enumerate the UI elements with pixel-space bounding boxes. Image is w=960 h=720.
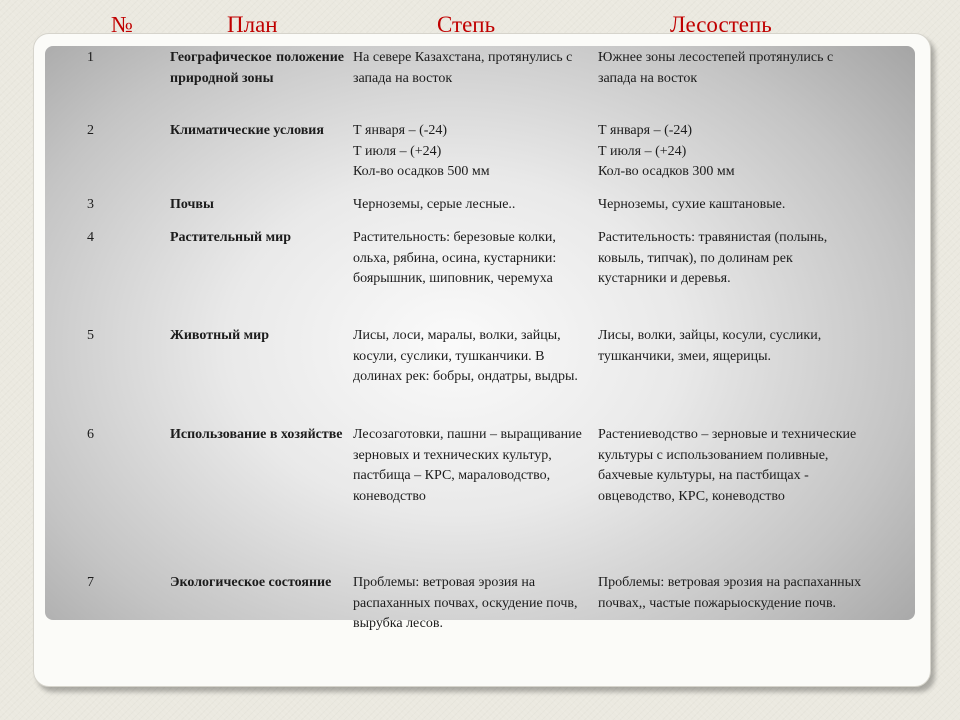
- row-plan: Использование в хозяйстве: [170, 427, 343, 442]
- row-number: 4: [87, 230, 94, 245]
- row-forest-steppe: Т января – (-24) Т июля – (+24) Кол-во осадков 300 мм: [598, 123, 735, 179]
- row-plan: Почвы: [170, 197, 214, 212]
- row-steppe: Проблемы: ветровая эрозия на распаханных почвах, оскудение почв, вырубка лесов.: [353, 575, 578, 631]
- row-forest-steppe: Растительность: травянистая (полынь, ковыль, типчак), по долинам рек кустарники и деревья.: [598, 230, 828, 286]
- row-steppe: Т января – (-24) Т июля – (+24) Кол-во осадков 500 мм: [353, 123, 490, 179]
- row-plan: Животный мир: [170, 328, 270, 343]
- row-number: 7: [87, 575, 94, 590]
- header-forest-steppe: Лесостепь: [670, 12, 772, 37]
- header-steppe: Степь: [437, 12, 496, 37]
- row-steppe: На севере Казахстана, протянулись с запада на восток: [353, 50, 573, 86]
- row-plan: Растительный мир: [170, 230, 292, 245]
- header-plan: План: [227, 12, 278, 37]
- header-number: №: [111, 12, 133, 37]
- row-forest-steppe: Растениеводство – зерновые и технические культуры с использованием поливные, бахчевые культуры, на пастбищах - овцеводство, КРС, коневодство: [598, 427, 857, 504]
- row-plan: Климатические условия: [170, 123, 324, 138]
- row-number: 1: [87, 50, 94, 65]
- row-forest-steppe: Черноземы, сухие каштановые.: [598, 197, 786, 212]
- row-plan: Экологическое состояние: [170, 575, 332, 590]
- row-steppe: Лисы, лоси, маралы, волки, зайцы, косули, суслики, тушканчики. В долинах рек: бобры, ондатры, выдры.: [353, 328, 578, 384]
- row-steppe: Черноземы, серые лесные..: [353, 197, 516, 212]
- row-steppe: Лесозаготовки, пашни – выращивание зерновых и технических культур, пастбища – КРС, мараловодство, коневодство: [353, 427, 582, 504]
- row-forest-steppe: Южнее зоны лесостепей протянулись с запада на восток: [598, 50, 834, 86]
- row-number: 3: [87, 197, 94, 212]
- row-forest-steppe: Лисы, волки, зайцы, косули, суслики, тушканчики, змеи, ящерицы.: [598, 328, 822, 364]
- row-plan: Географическое положение природной зоны: [170, 50, 344, 86]
- row-number: 6: [87, 427, 94, 442]
- row-number: 5: [87, 328, 94, 343]
- row-forest-steppe: Проблемы: ветровая эрозия на распаханных почвах,, частые пожарыоскудение почв.: [598, 575, 862, 611]
- row-number: 2: [87, 123, 94, 138]
- row-steppe: Растительность: березовые колки, ольха, рябина, осина, кустарники: боярышник, шиповник, черемуха: [353, 230, 557, 286]
